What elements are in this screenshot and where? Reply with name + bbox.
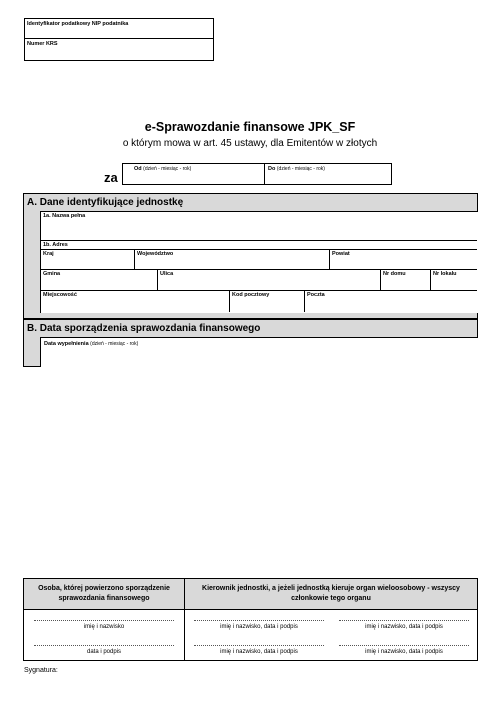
period-label-za: za (104, 170, 118, 185)
completion-date-hint: (dzień - miesiąc - rok) (90, 341, 139, 347)
preparer-header: Osoba, której powierzono sporządzenie sprawozdania finansowego (38, 585, 170, 602)
postal-code-field[interactable]: Kod pocztowy (232, 292, 270, 298)
preparer-name-caption: imię i nazwisko (83, 624, 125, 630)
voivodeship-field[interactable]: Województwo (137, 251, 174, 257)
street-field[interactable]: Ulica (160, 271, 174, 277)
period-to-hint: (dzień - miesiąc - rok) (276, 166, 325, 172)
country-field[interactable]: Kraj (43, 251, 54, 257)
manager-signature-caption-2: imię i nazwisko, data i podpis (365, 624, 443, 630)
preparer-name-line[interactable] (34, 620, 174, 621)
nip-label: Identyfikator podatkowy NIP podatnika (27, 21, 129, 27)
krs-label: Numer KRS (27, 41, 58, 47)
period-box (122, 163, 392, 185)
apartment-number-field[interactable]: Nr lokalu (433, 271, 457, 277)
signature-reference: Sygnatura: (24, 667, 58, 674)
house-number-field[interactable]: Nr domu (383, 271, 406, 277)
document-subtitle: o którym mowa w art. 45 ustawy, dla Emitentów w złotych (122, 138, 378, 149)
period-from-label: Od (134, 166, 142, 172)
management-header: Kierownik jednostki, a jeżeli jednostką kieruje organ wieloosobowy - wszyscy członkowie tego organu (202, 585, 460, 602)
city-field[interactable]: Miejscowość (43, 292, 77, 298)
name-field[interactable] (41, 220, 477, 240)
manager-signature-caption-3: imię i nazwisko, data i podpis (220, 649, 298, 655)
preparer-signature-caption: data i podpis (86, 649, 122, 655)
commune-field[interactable]: Gmina (43, 271, 61, 277)
period-to-label: Do (268, 166, 276, 172)
address-label: 1b. Adres (43, 242, 68, 248)
period-from-hint: (dzień - miesiąc - rok) (143, 166, 192, 172)
section-b (23, 319, 478, 367)
section-a (23, 193, 478, 319)
manager-signature-line-4[interactable] (339, 645, 469, 646)
manager-signature-line-1[interactable] (194, 620, 324, 621)
manager-signature-caption-4: imię i nazwisko, data i podpis (365, 649, 443, 655)
section-a-title: A. Dane identyfikujące jednostkę (27, 197, 184, 208)
document-title: e-Sprawozdanie finansowe JPK_SF (144, 120, 356, 134)
taxpayer-id-box (24, 18, 214, 61)
preparer-signature-line[interactable] (34, 645, 174, 646)
completion-date-label: Data wypełnienia (44, 341, 89, 347)
signature-box (23, 578, 478, 661)
manager-signature-line-2[interactable] (339, 620, 469, 621)
post-office-field[interactable]: Poczta (307, 292, 325, 298)
county-field[interactable]: Powiat (332, 251, 350, 257)
manager-signature-line-3[interactable] (194, 645, 324, 646)
name-label: 1a. Nazwa pełna (43, 213, 86, 219)
manager-signature-caption-1: imię i nazwisko, data i podpis (220, 624, 298, 630)
period-to-field[interactable] (268, 166, 325, 172)
section-b-title: B. Data sporządzenia sprawozdania finansowego (27, 323, 261, 334)
period-from-field[interactable] (134, 166, 191, 172)
completion-date-field[interactable] (40, 337, 478, 367)
